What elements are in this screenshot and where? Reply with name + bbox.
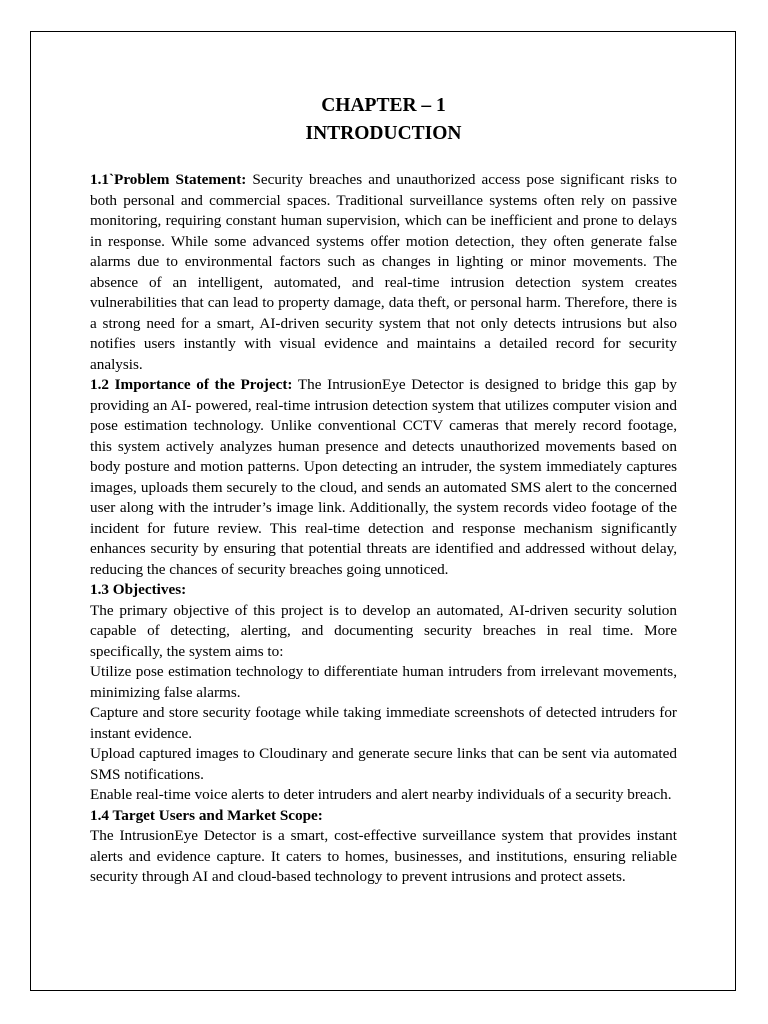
objective-item: Utilize pose estimation technology to differentiate human intruders from irrelevant movements, minimizing false alarms. [90, 663, 677, 701]
objective-item: Enable real-time voice alerts to deter intruders and alert nearby individuals of a security breach. [90, 786, 672, 803]
chapter-label: CHAPTER – 1 [321, 95, 446, 116]
problem-statement-heading: 1.1`Problem Statement: [90, 171, 247, 188]
importance-heading: 1.2 Importance of the Project: [90, 376, 293, 393]
chapter-title: INTRODUCTION [305, 123, 462, 144]
importance-text: The IntrusionEye Detector is designed to bridge this gap by providing an AI- powered, real-time intrusion detection system that utilizes computer vision and pose estimation technology. Unlike conventional CCTV cameras that merely record footage, this system actively analyzes human presence and detects unauthorized movements based on body posture and motion patterns. Upon detecting an intruder, the system immediately captures images, uploads them securely to the cloud, and sends an automated SMS alert to the concerned user along with the intruder’s image link. Additionally, the system records video footage of the incident for future review. This real-time detection and response mechanism significantly enhances security by ensuring that potential threats are identified and addressed without delay, reducing the chances of security breaches going unnoticed. [90, 376, 678, 578]
target-users-heading: 1.4 Target Users and Market Scope: [90, 806, 323, 824]
objectives-intro: The primary objective of this project is to develop an automated, AI-driven security solution capable of detecting, alerting, and documenting security breaches in real time. More specifically, the system aims to: [90, 601, 677, 660]
problem-statement-paragraph [90, 170, 677, 375]
chapter-body [90, 170, 677, 888]
problem-statement-text: Security breaches and unauthorized access pose significant risks to both personal and commercial spaces. Traditional surveillance systems often rely on passive monitoring, requiring constant human supervision, which can be inefficient and prone to delays in response. While some advanced systems offer motion detection, they often generate false alarms due to environmental factors such as changes in lighting or minor movements. The absence of an intelligent, automated, and real-time intrusion detection system creates vulnerabilities that can lead to property damage, data theft, or personal harm. Therefore, there is a strong need for a smart, AI-driven security system that not only detects intrusions but also notifies users instantly with visual evidence and maintains a detailed record for security analysis. [90, 171, 677, 373]
importance-paragraph [90, 375, 677, 580]
objective-item: Capture and store security footage while taking immediate screenshots of detected intruders for instant evidence. [90, 704, 677, 742]
objectives-heading: 1.3 Objectives: [90, 581, 187, 598]
target-users-text: The IntrusionEye Detector is a smart, cost-effective surveillance system that provides instant alerts and evidence capture. It caters to homes, businesses, and institutions, ensuring reliable security through AI and cloud-based technology to prevent intrusions and protect assets. [90, 827, 677, 885]
objective-item: Upload captured images to Cloudinary and generate secure links that can be sent via automated SMS notifications. [90, 745, 677, 783]
page-content [90, 92, 677, 888]
